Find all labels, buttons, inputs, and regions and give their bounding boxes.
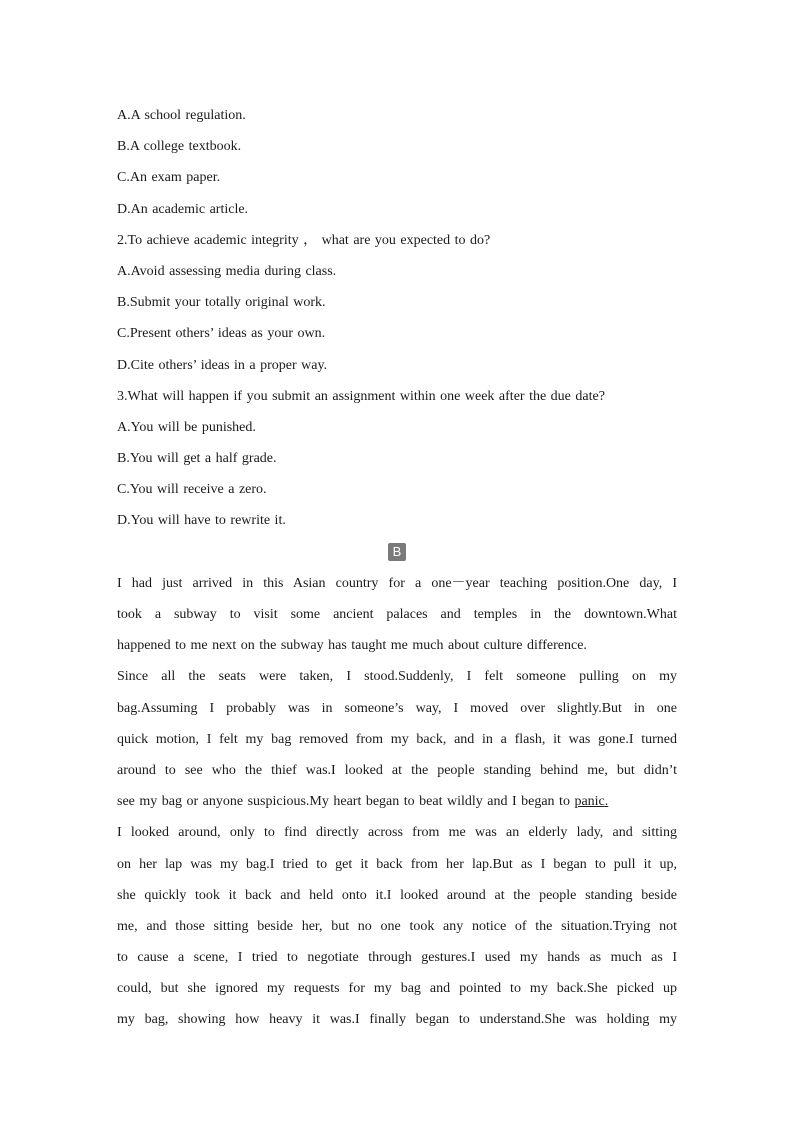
passage-line: took a subway to visit some ancient palaces and temples in the downtown.What <box>117 607 677 622</box>
section-b-badge: B <box>388 543 406 561</box>
q3-stem: 3.What will happen if you submit an assignment within one week after the due date? <box>117 388 605 404</box>
section-b-marker <box>117 537 677 568</box>
q2-option-c: C.Present others’ ideas as your own. <box>117 326 326 342</box>
passage-line: on her lap was my bag.I tried to get it back from her lap.But as I began to pull it up, <box>117 856 677 872</box>
passage-line: Since all the seats were taken, I stood.Suddenly, I felt someone pulling on my <box>117 669 677 685</box>
passage-line: happened to me next on the subway has taught me much about culture difference. <box>117 638 587 654</box>
q1-option-c: C.An exam paper. <box>117 170 221 186</box>
document-page <box>117 100 677 1036</box>
underline-suffix: . <box>604 794 609 810</box>
q1-option-d: D.An academic article. <box>117 201 249 217</box>
passage-line: my bag, showing how heavy it was.I finally began to understand.She was holding my <box>117 1012 677 1028</box>
q1-option-a: A.A school regulation. <box>117 108 246 123</box>
passage-line: I looked around, only to find directly across from me was an elderly lady, and sitting <box>117 825 677 841</box>
passage-line: to cause a scene, I tried to negotiate through gestures.I used my hands as much as I <box>117 950 677 966</box>
passage-line: quick motion, I felt my bag removed from my back, and in a flash, it was gone.I turned <box>117 731 677 747</box>
passage-line: around to see who the thief was.I looked at the people standing behind me, but didn’t <box>117 762 677 778</box>
q2-option-d: D.Cite others’ ideas in a proper way. <box>117 357 328 373</box>
passage-line: bag.Assuming I probably was in someone’s way, I moved over slightly.But in one <box>117 700 677 716</box>
q2-option-a: A.Avoid assessing media during class. <box>117 263 337 279</box>
passage-line-text: see my bag or anyone suspicious.My heart began to beat wildly and I began to <box>117 794 570 810</box>
q3-option-b: B.You will get a half grade. <box>117 451 277 467</box>
q2-option-b: B.Submit your totally original work. <box>117 295 326 311</box>
underlined-word-panic <box>574 794 608 809</box>
q2-stem: 2.To achieve academic integrity ， what are you expected to do? <box>117 232 491 248</box>
underlined-word: panic <box>574 794 605 810</box>
passage-line: me, and those sitting beside her, but no one took any notice of the situation.Trying not <box>117 918 677 934</box>
passage-line-with-underline <box>117 786 677 817</box>
passage-line: she quickly took it back and held onto it.I looked around at the people standing beside <box>117 887 677 903</box>
passage-line: I had just arrived in this Asian country for a one－year teaching position.One day, I <box>117 575 677 591</box>
q3-option-a: A.You will be punished. <box>117 419 256 435</box>
q1-option-b: B.A college textbook. <box>117 139 242 155</box>
passage-line: could, but she ignored my requests for my bag and pointed to my back.She picked up <box>117 981 677 997</box>
q3-option-c: C.You will receive a zero. <box>117 482 267 498</box>
q3-option-d: D.You will have to rewrite it. <box>117 513 286 529</box>
